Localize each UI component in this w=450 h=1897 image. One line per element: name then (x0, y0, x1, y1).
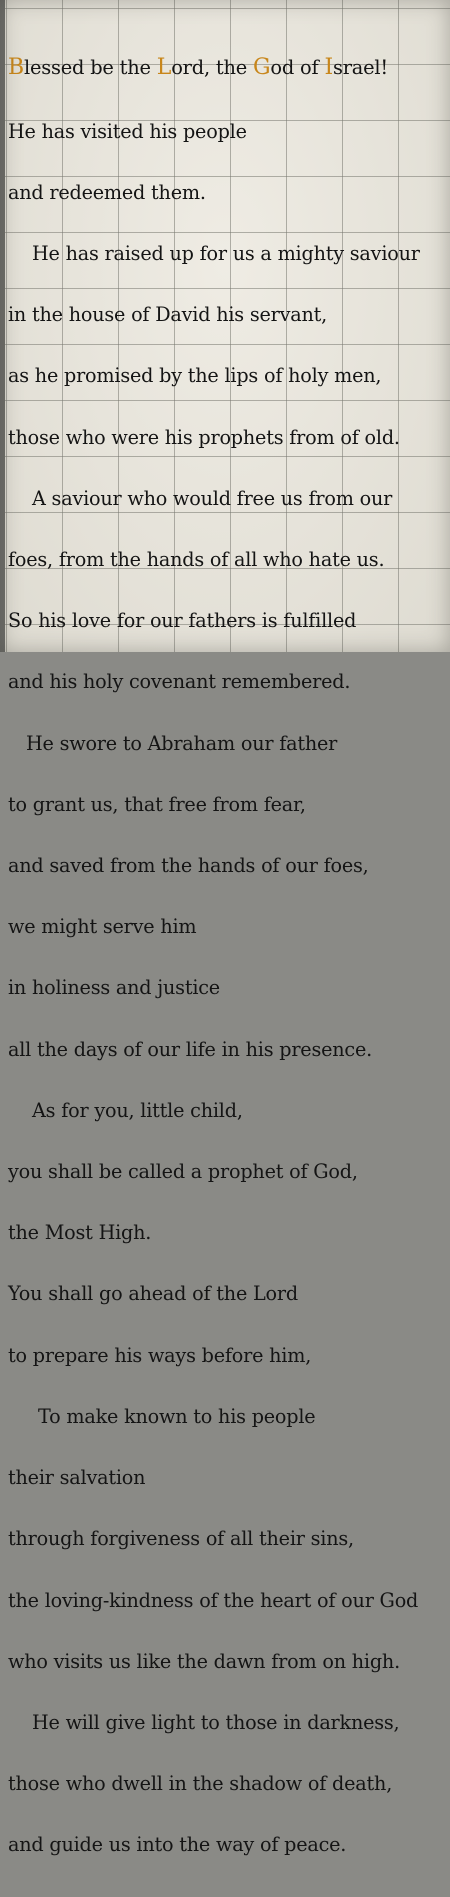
verse-line: through forgiveness of all their sins, (8, 1527, 354, 1551)
verse-line: So his love for our fathers is fulfilled (8, 609, 357, 633)
verse-line: those who dwell in the shadow of death, (8, 1772, 393, 1796)
verse-line: in the house of David his servant, (8, 303, 328, 327)
verse-line: To make known to his people (38, 1404, 316, 1428)
capital-g: G (253, 54, 271, 80)
verse-line: He has raised up for us a mighty saviour (32, 242, 420, 266)
verse-line: and guide us into the way of peace. (8, 1833, 347, 1857)
verse-line: who visits us like the dawn from on high. (8, 1649, 400, 1673)
verse-line: in holiness and justice (8, 976, 220, 1000)
verse-line: and redeemed them. (8, 180, 206, 204)
capital-i: I (324, 54, 333, 80)
verse-line: the loving-kindness of the heart of our God (8, 1588, 419, 1612)
verse-line: foes, from the hands of all who hate us. (8, 548, 385, 572)
verse-line: as he promised by the lips of holy men, (8, 364, 382, 388)
verse-line: the Most High. (8, 1221, 152, 1245)
verse-line: those who were his prophets from of old. (8, 425, 400, 449)
capital-b: B (8, 54, 24, 80)
wall-edge (0, 0, 5, 652)
verse-line: He will give light to those in darkness, (32, 1710, 400, 1734)
verse-line: As for you, little child, (32, 1098, 243, 1122)
verse-line: and his holy covenant remembered. (8, 670, 351, 694)
title-line: Blessed be the Lord, the God of Israel! (8, 54, 389, 80)
verse-line: we might serve him (8, 915, 197, 939)
canticle-text (8, 14, 448, 1897)
verse-line: you shall be called a prophet of God, (8, 1160, 358, 1184)
capital-l: L (156, 54, 172, 80)
verse-line: their salvation (8, 1466, 146, 1490)
verse-line: all the days of our life in his presence. (8, 1037, 373, 1061)
verse-line: A saviour who would free us from our (32, 486, 393, 510)
verse-line: to grant us, that free from fear, (8, 792, 306, 816)
verse-line: He swore to Abraham our father (26, 731, 338, 755)
verse-line: to prepare his ways before him, (8, 1343, 312, 1367)
verse-line: and saved from the hands of our foes, (8, 854, 369, 878)
verse-line: You shall go ahead of the Lord (8, 1282, 298, 1306)
verse-line: He has visited his people (8, 119, 247, 143)
